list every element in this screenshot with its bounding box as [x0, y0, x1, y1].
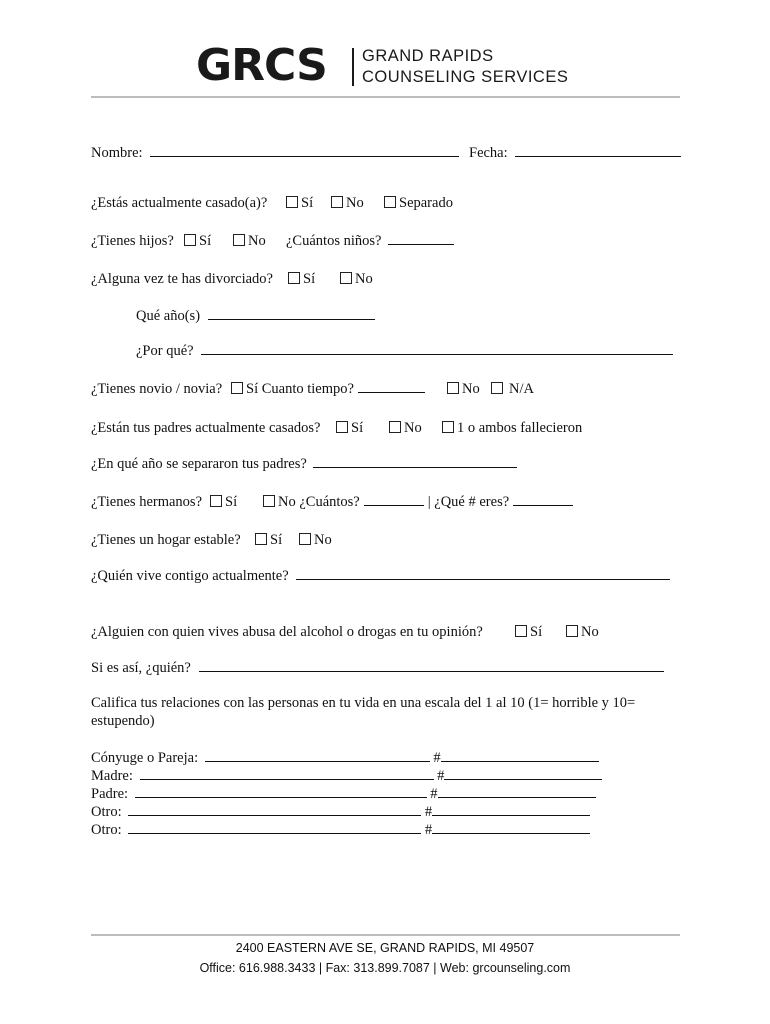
- rel-otro1-rating[interactable]: [432, 803, 590, 816]
- abusa-question: ¿Alguien con quien vives abusa del alcohol o drogas en tu opinión?: [91, 624, 483, 640]
- rel-madre-label: Madre:: [91, 768, 133, 784]
- casado-no-option[interactable]: No: [331, 194, 364, 212]
- rel-padre-rating[interactable]: [438, 785, 596, 798]
- footer-address: 2400 EASTERN AVE SE, GRAND RAPIDS, MI 49507: [235, 941, 535, 955]
- hash-label: #: [433, 750, 441, 766]
- que-anos-field[interactable]: [208, 307, 375, 320]
- rel-otro1-label: Otro:: [91, 804, 122, 820]
- checkbox[interactable]: [184, 234, 196, 246]
- header-rule: [91, 96, 680, 98]
- checkbox[interactable]: [299, 533, 311, 545]
- fecha-field[interactable]: [515, 144, 681, 157]
- padres-question: ¿Están tus padres actualmente casados?: [91, 420, 321, 436]
- fecha-row: [469, 144, 681, 162]
- quien-vive-question: ¿Quién vive contigo actualmente?: [91, 568, 289, 584]
- casado-si-option[interactable]: Sí: [286, 194, 313, 212]
- logo-divider: [352, 48, 354, 86]
- si-quien-label: Si es así, ¿quién?: [91, 660, 191, 676]
- hijos-question: ¿Tienes hijos?: [91, 233, 174, 249]
- rel-madre-rating[interactable]: [444, 767, 602, 780]
- ninos-field[interactable]: [388, 232, 454, 245]
- rel-conyuge-field[interactable]: [205, 749, 430, 762]
- footer-contact: Office: 616.988.3433 | Fax: 313.899.7087 | Web: grcounseling.com: [199, 961, 571, 975]
- rel-otro1-field[interactable]: [128, 803, 421, 816]
- hash-label: #: [424, 804, 433, 820]
- quien-vive-row: [91, 567, 670, 585]
- separaron-question: ¿En qué año se separaron tus padres?: [91, 456, 307, 472]
- rel-padre-label: Padre:: [91, 786, 129, 802]
- checkbox[interactable]: [566, 625, 578, 637]
- que-anos-label: Qué año(s): [136, 308, 201, 324]
- novio-si-option[interactable]: Sí Cuanto tiempo?: [231, 380, 425, 398]
- hijos-si-option[interactable]: Sí: [184, 232, 211, 250]
- checkbox[interactable]: [447, 382, 459, 394]
- hash-label: #: [430, 786, 438, 802]
- padres-si-option[interactable]: Sí: [336, 419, 363, 437]
- nombre-row: [91, 144, 459, 162]
- si-quien-field[interactable]: [199, 659, 664, 672]
- checkbox[interactable]: [331, 196, 343, 208]
- divorcio-no-option[interactable]: No: [340, 270, 373, 288]
- hijos-no-option[interactable]: No: [233, 232, 266, 250]
- hermanos-si-option[interactable]: Sí: [210, 493, 237, 511]
- checkbox[interactable]: [210, 495, 222, 507]
- checkbox[interactable]: [233, 234, 245, 246]
- hermanos-question: ¿Tienes hermanos?: [91, 494, 203, 510]
- padres-fallecieron-option[interactable]: 1 o ambos fallecieron: [442, 419, 582, 437]
- abusa-no-option[interactable]: No: [566, 623, 599, 641]
- novio-question: ¿Tienes novio / novia?: [91, 381, 223, 397]
- checkbox[interactable]: [286, 196, 298, 208]
- separaron-field[interactable]: [313, 455, 517, 468]
- org-name-line1: GRAND RAPIDS: [362, 47, 494, 65]
- hermanos-cuantos-field[interactable]: [364, 493, 424, 506]
- novio-tiempo-field[interactable]: [358, 380, 425, 393]
- nombre-field[interactable]: [150, 144, 459, 157]
- rel-padre-field[interactable]: [135, 785, 427, 798]
- checkbox[interactable]: [336, 421, 348, 433]
- footer-rule: [91, 934, 680, 936]
- divorcio-question: ¿Alguna vez te has divorciado?: [91, 271, 273, 287]
- org-name-line2: COUNSELING SERVICES: [362, 68, 569, 86]
- califica-instructions: Califica tus relaciones con las personas en tu vida en una escala del 1 al 10 (1= horrible y 10= estupendo): [91, 695, 636, 729]
- que-anos-row: [136, 307, 375, 325]
- rel-conyuge-rating[interactable]: [441, 749, 599, 762]
- hermanos-posicion-field[interactable]: [513, 493, 573, 506]
- checkbox[interactable]: [442, 421, 454, 433]
- separaron-row: [91, 455, 517, 473]
- hogar-no-option[interactable]: No: [299, 531, 332, 549]
- por-que-row: [136, 342, 673, 360]
- checkbox[interactable]: [389, 421, 401, 433]
- rel-otro2-label: Otro:: [91, 822, 122, 838]
- por-que-field[interactable]: [201, 342, 673, 355]
- logo-mark: GRCS: [196, 40, 327, 91]
- rel-conyuge-row: [91, 749, 599, 767]
- hermanos-posicion-label: | ¿Qué # eres?: [427, 494, 510, 510]
- checkbox[interactable]: [491, 382, 503, 394]
- divorcio-si-option[interactable]: Sí: [288, 270, 315, 288]
- rel-otro2-rating[interactable]: [432, 821, 590, 834]
- rel-otro1-row: [91, 803, 590, 821]
- hogar-si-option[interactable]: Sí: [255, 531, 282, 549]
- abusa-si-option[interactable]: Sí: [515, 623, 542, 641]
- hash-label: #: [424, 822, 433, 838]
- hogar-question: ¿Tienes un hogar estable?: [91, 532, 241, 548]
- rel-madre-field[interactable]: [140, 767, 434, 780]
- rel-padre-row: [91, 785, 596, 803]
- ninos-row: [286, 232, 454, 250]
- checkbox[interactable]: [263, 495, 275, 507]
- checkbox[interactable]: [255, 533, 267, 545]
- padres-no-option[interactable]: No: [389, 419, 422, 437]
- checkbox[interactable]: [288, 272, 300, 284]
- checkbox[interactable]: [515, 625, 527, 637]
- casado-question: ¿Estás actualmente casado(a)?: [91, 195, 268, 211]
- quien-vive-field[interactable]: [296, 567, 670, 580]
- rel-otro2-row: [91, 821, 590, 839]
- hermanos-no-option[interactable]: No ¿Cuántos? | ¿Qué # eres?: [263, 493, 573, 511]
- casado-separado-option[interactable]: Separado: [384, 194, 453, 212]
- rel-otro2-field[interactable]: [128, 821, 421, 834]
- si-quien-row: [91, 659, 664, 677]
- novio-no-option[interactable]: No: [447, 380, 480, 398]
- ninos-question: ¿Cuántos niños?: [286, 233, 382, 249]
- checkbox[interactable]: [384, 196, 396, 208]
- rel-madre-row: [91, 767, 602, 785]
- hash-label: #: [437, 768, 445, 784]
- fecha-label: Fecha:: [469, 145, 508, 161]
- checkbox[interactable]: [340, 272, 352, 284]
- nombre-label: Nombre:: [91, 145, 143, 161]
- rel-conyuge-label: Cónyuge o Pareja:: [91, 750, 199, 766]
- por-que-label: ¿Por qué?: [136, 343, 194, 359]
- novio-na-option[interactable]: N/A: [491, 380, 534, 398]
- checkbox[interactable]: [231, 382, 243, 394]
